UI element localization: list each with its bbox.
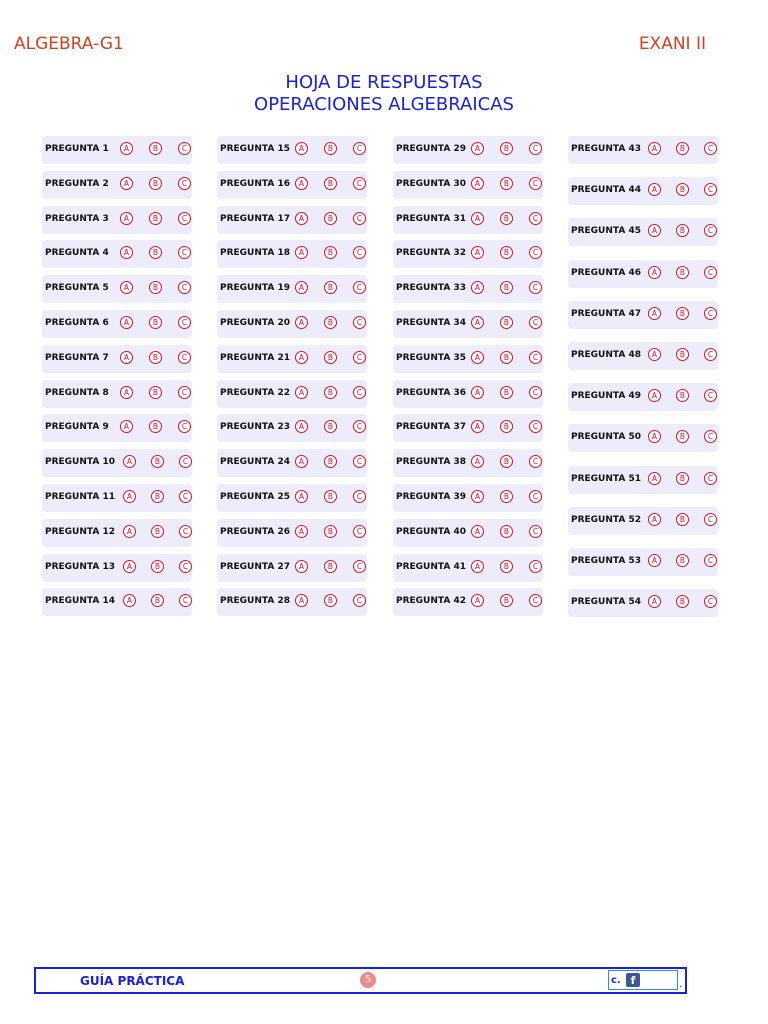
- option-c-bubble[interactable]: C: [178, 351, 191, 364]
- question-label: PREGUNTA 50: [571, 432, 641, 442]
- option-b-bubble[interactable]: B: [500, 455, 513, 468]
- option-c-bubble[interactable]: C: [353, 560, 366, 573]
- option-b-bubble[interactable]: B: [149, 177, 162, 190]
- option-b-bubble[interactable]: B: [676, 472, 689, 485]
- option-c-bubble[interactable]: C: [704, 307, 717, 320]
- option-a-bubble[interactable]: A: [295, 490, 308, 503]
- question-row: [217, 171, 367, 199]
- option-c-bubble[interactable]: C: [179, 594, 192, 607]
- question-label: PREGUNTA 31: [396, 214, 466, 224]
- question-row: [393, 414, 543, 442]
- question-label: PREGUNTA 21: [220, 353, 290, 363]
- question-label: PREGUNTA 12: [45, 527, 115, 537]
- question-label: PREGUNTA 44: [571, 185, 641, 195]
- question-label: PREGUNTA 7: [45, 353, 109, 363]
- option-a-bubble[interactable]: A: [295, 316, 308, 329]
- question-row: [42, 380, 192, 408]
- option-c-bubble[interactable]: C: [529, 212, 542, 225]
- option-a-bubble[interactable]: A: [648, 348, 661, 361]
- question-row: [217, 275, 367, 303]
- question-label: PREGUNTA 40: [396, 527, 466, 537]
- option-a-bubble[interactable]: A: [648, 513, 661, 526]
- option-b-bubble[interactable]: B: [676, 513, 689, 526]
- option-a-bubble[interactable]: A: [471, 281, 484, 294]
- question-row: [393, 171, 543, 199]
- option-b-bubble[interactable]: B: [151, 455, 164, 468]
- option-a-bubble[interactable]: A: [295, 455, 308, 468]
- option-a-bubble[interactable]: A: [295, 177, 308, 190]
- question-label: PREGUNTA 2: [45, 179, 109, 189]
- option-b-bubble[interactable]: B: [500, 246, 513, 259]
- option-b-bubble[interactable]: B: [149, 386, 162, 399]
- question-label: PREGUNTA 41: [396, 562, 466, 572]
- option-b-bubble[interactable]: B: [324, 212, 337, 225]
- option-c-bubble[interactable]: C: [353, 212, 366, 225]
- footer-bar: [34, 967, 687, 994]
- option-b-bubble[interactable]: B: [151, 560, 164, 573]
- option-a-bubble[interactable]: A: [295, 142, 308, 155]
- option-b-bubble[interactable]: B: [676, 430, 689, 443]
- option-c-bubble[interactable]: C: [178, 316, 191, 329]
- option-c-bubble[interactable]: C: [704, 389, 717, 402]
- question-row: [568, 507, 718, 535]
- option-c-bubble[interactable]: C: [353, 490, 366, 503]
- footer-guide-label: GUÍA PRÁCTICA: [80, 974, 185, 988]
- option-c-bubble[interactable]: C: [529, 490, 542, 503]
- option-c-bubble[interactable]: C: [353, 420, 366, 433]
- question-row: [217, 136, 367, 164]
- option-b-bubble[interactable]: B: [149, 142, 162, 155]
- option-a-bubble[interactable]: A: [295, 594, 308, 607]
- question-row: [393, 380, 543, 408]
- option-c-bubble[interactable]: C: [529, 281, 542, 294]
- question-row: [568, 466, 718, 494]
- option-c-bubble[interactable]: C: [704, 595, 717, 608]
- question-row: [393, 588, 543, 616]
- question-row: [42, 554, 192, 582]
- page-title: HOJA DE RESPUESTAS: [285, 72, 483, 93]
- question-row: [42, 275, 192, 303]
- option-a-bubble[interactable]: A: [120, 142, 133, 155]
- question-row: [568, 342, 718, 370]
- option-b-bubble[interactable]: B: [676, 142, 689, 155]
- option-b-bubble[interactable]: B: [149, 281, 162, 294]
- question-row: [42, 240, 192, 268]
- option-b-bubble[interactable]: B: [151, 525, 164, 538]
- option-b-bubble[interactable]: B: [500, 142, 513, 155]
- option-a-bubble[interactable]: A: [648, 472, 661, 485]
- option-a-bubble[interactable]: A: [648, 266, 661, 279]
- option-a-bubble[interactable]: A: [120, 420, 133, 433]
- option-a-bubble[interactable]: A: [295, 386, 308, 399]
- option-a-bubble[interactable]: A: [295, 525, 308, 538]
- option-b-bubble[interactable]: B: [676, 266, 689, 279]
- question-row: [568, 218, 718, 246]
- question-label: PREGUNTA 45: [571, 226, 641, 236]
- option-b-bubble[interactable]: B: [676, 183, 689, 196]
- question-row: [393, 484, 543, 512]
- option-a-bubble[interactable]: A: [295, 420, 308, 433]
- question-row: [393, 240, 543, 268]
- option-a-bubble[interactable]: A: [295, 351, 308, 364]
- option-b-bubble[interactable]: B: [151, 594, 164, 607]
- option-a-bubble[interactable]: A: [471, 560, 484, 573]
- question-label: PREGUNTA 33: [396, 283, 466, 293]
- question-row: [42, 345, 192, 373]
- option-c-bubble[interactable]: C: [179, 525, 192, 538]
- question-row: [42, 449, 192, 477]
- option-b-bubble[interactable]: B: [500, 316, 513, 329]
- question-label: PREGUNTA 43: [571, 144, 641, 154]
- question-label: PREGUNTA 46: [571, 268, 641, 278]
- option-a-bubble[interactable]: A: [648, 389, 661, 402]
- option-c-bubble[interactable]: C: [704, 142, 717, 155]
- option-b-bubble[interactable]: B: [500, 560, 513, 573]
- option-c-bubble[interactable]: C: [529, 177, 542, 190]
- question-label: PREGUNTA 48: [571, 350, 641, 360]
- social-link[interactable]: [608, 970, 678, 990]
- option-b-bubble[interactable]: B: [500, 490, 513, 503]
- option-b-bubble[interactable]: B: [500, 594, 513, 607]
- question-label: PREGUNTA 29: [396, 144, 466, 154]
- option-c-bubble[interactable]: C: [529, 594, 542, 607]
- question-row: [217, 240, 367, 268]
- option-b-bubble[interactable]: B: [149, 316, 162, 329]
- option-a-bubble[interactable]: A: [120, 316, 133, 329]
- question-row: [42, 414, 192, 442]
- option-b-bubble[interactable]: B: [324, 594, 337, 607]
- option-a-bubble[interactable]: A: [648, 554, 661, 567]
- question-label: PREGUNTA 17: [220, 214, 290, 224]
- option-b-bubble[interactable]: B: [500, 281, 513, 294]
- question-label: PREGUNTA 42: [396, 596, 466, 606]
- option-b-bubble[interactable]: B: [149, 246, 162, 259]
- option-a-bubble[interactable]: A: [123, 455, 136, 468]
- option-c-bubble[interactable]: C: [529, 386, 542, 399]
- question-label: PREGUNTA 38: [396, 457, 466, 467]
- header-right-title: EXANI II: [638, 34, 706, 54]
- option-c-bubble[interactable]: C: [704, 554, 717, 567]
- question-label: PREGUNTA 37: [396, 422, 466, 432]
- question-row: [568, 589, 718, 617]
- option-c-bubble[interactable]: C: [529, 420, 542, 433]
- question-label: PREGUNTA 35: [396, 353, 466, 363]
- option-c-bubble[interactable]: C: [178, 246, 191, 259]
- question-row: [42, 519, 192, 547]
- option-a-bubble[interactable]: A: [471, 212, 484, 225]
- question-label: PREGUNTA 51: [571, 474, 641, 484]
- option-c-bubble[interactable]: C: [178, 281, 191, 294]
- option-a-bubble[interactable]: A: [471, 316, 484, 329]
- page-subtitle: OPERACIONES ALGEBRAICAS: [254, 94, 514, 115]
- option-a-bubble[interactable]: A: [123, 594, 136, 607]
- option-a-bubble[interactable]: A: [648, 595, 661, 608]
- option-a-bubble[interactable]: A: [123, 560, 136, 573]
- social-link-label: c.: [611, 975, 621, 986]
- option-c-bubble[interactable]: C: [353, 351, 366, 364]
- option-a-bubble[interactable]: A: [648, 307, 661, 320]
- option-c-bubble[interactable]: C: [179, 490, 192, 503]
- question-row: [217, 345, 367, 373]
- option-c-bubble[interactable]: C: [529, 525, 542, 538]
- question-row: [393, 136, 543, 164]
- option-a-bubble[interactable]: A: [471, 142, 484, 155]
- option-a-bubble[interactable]: A: [648, 224, 661, 237]
- option-b-bubble[interactable]: B: [324, 490, 337, 503]
- question-row: [568, 260, 718, 288]
- question-row: [393, 519, 543, 547]
- option-c-bubble[interactable]: C: [178, 142, 191, 155]
- option-c-bubble[interactable]: C: [704, 513, 717, 526]
- option-c-bubble[interactable]: C: [178, 420, 191, 433]
- question-label: PREGUNTA 3: [45, 214, 109, 224]
- question-row: [42, 136, 192, 164]
- question-label: PREGUNTA 1: [45, 144, 109, 154]
- facebook-icon: f: [626, 973, 640, 987]
- question-row: [393, 206, 543, 234]
- question-label: PREGUNTA 10: [45, 457, 115, 467]
- option-a-bubble[interactable]: A: [471, 351, 484, 364]
- question-label: PREGUNTA 19: [220, 283, 290, 293]
- question-row: [42, 588, 192, 616]
- footer-dot: .: [679, 979, 683, 990]
- option-a-bubble[interactable]: A: [471, 420, 484, 433]
- option-b-bubble[interactable]: B: [324, 316, 337, 329]
- option-a-bubble[interactable]: A: [120, 281, 133, 294]
- option-b-bubble[interactable]: B: [676, 307, 689, 320]
- option-b-bubble[interactable]: B: [324, 246, 337, 259]
- option-b-bubble[interactable]: B: [676, 595, 689, 608]
- option-b-bubble[interactable]: B: [676, 389, 689, 402]
- question-label: PREGUNTA 18: [220, 248, 290, 258]
- question-label: PREGUNTA 39: [396, 492, 466, 502]
- question-label: PREGUNTA 8: [45, 388, 109, 398]
- question-row: [568, 177, 718, 205]
- question-label: PREGUNTA 14: [45, 596, 115, 606]
- question-row: [217, 519, 367, 547]
- option-b-bubble[interactable]: B: [500, 177, 513, 190]
- question-label: PREGUNTA 52: [571, 515, 641, 525]
- option-b-bubble[interactable]: B: [149, 212, 162, 225]
- option-a-bubble[interactable]: A: [648, 142, 661, 155]
- option-c-bubble[interactable]: C: [704, 472, 717, 485]
- option-c-bubble[interactable]: C: [353, 455, 366, 468]
- option-c-bubble[interactable]: C: [529, 560, 542, 573]
- question-label: PREGUNTA 11: [45, 492, 115, 502]
- question-row: [393, 310, 543, 338]
- question-row: [393, 449, 543, 477]
- option-c-bubble[interactable]: C: [353, 316, 366, 329]
- option-a-bubble[interactable]: A: [120, 386, 133, 399]
- question-row: [217, 310, 367, 338]
- question-label: PREGUNTA 49: [571, 391, 641, 401]
- question-row: [217, 588, 367, 616]
- question-label: PREGUNTA 47: [571, 309, 641, 319]
- option-c-bubble[interactable]: C: [353, 246, 366, 259]
- question-label: PREGUNTA 23: [220, 422, 290, 432]
- option-c-bubble[interactable]: C: [179, 455, 192, 468]
- option-a-bubble[interactable]: A: [471, 386, 484, 399]
- option-c-bubble[interactable]: C: [704, 430, 717, 443]
- option-b-bubble[interactable]: B: [500, 351, 513, 364]
- option-c-bubble[interactable]: C: [178, 386, 191, 399]
- question-label: PREGUNTA 34: [396, 318, 466, 328]
- question-row: [568, 424, 718, 452]
- question-label: PREGUNTA 26: [220, 527, 290, 537]
- question-row: [42, 206, 192, 234]
- option-b-bubble[interactable]: B: [149, 351, 162, 364]
- option-b-bubble[interactable]: B: [500, 420, 513, 433]
- page-number: 5: [360, 972, 376, 988]
- option-a-bubble[interactable]: A: [471, 455, 484, 468]
- question-label: PREGUNTA 53: [571, 556, 641, 566]
- question-row: [568, 548, 718, 576]
- question-row: [568, 136, 718, 164]
- option-c-bubble[interactable]: C: [704, 183, 717, 196]
- option-c-bubble[interactable]: C: [353, 281, 366, 294]
- question-label: PREGUNTA 9: [45, 422, 109, 432]
- question-label: PREGUNTA 24: [220, 457, 290, 467]
- option-c-bubble[interactable]: C: [704, 266, 717, 279]
- question-row: [217, 380, 367, 408]
- option-b-bubble[interactable]: B: [676, 554, 689, 567]
- option-a-bubble[interactable]: A: [471, 594, 484, 607]
- question-label: PREGUNTA 5: [45, 283, 109, 293]
- question-label: PREGUNTA 32: [396, 248, 466, 258]
- option-b-bubble[interactable]: B: [676, 224, 689, 237]
- question-row: [568, 383, 718, 411]
- question-row: [393, 345, 543, 373]
- option-b-bubble[interactable]: B: [500, 212, 513, 225]
- option-b-bubble[interactable]: B: [324, 560, 337, 573]
- question-row: [568, 301, 718, 329]
- question-row: [217, 484, 367, 512]
- option-a-bubble[interactable]: A: [295, 281, 308, 294]
- question-label: PREGUNTA 28: [220, 596, 290, 606]
- question-label: PREGUNTA 30: [396, 179, 466, 189]
- option-b-bubble[interactable]: B: [324, 525, 337, 538]
- question-label: PREGUNTA 15: [220, 144, 290, 154]
- question-label: PREGUNTA 54: [571, 597, 641, 607]
- option-c-bubble[interactable]: C: [353, 594, 366, 607]
- option-a-bubble[interactable]: A: [471, 177, 484, 190]
- question-row: [217, 449, 367, 477]
- option-a-bubble[interactable]: A: [120, 351, 133, 364]
- option-a-bubble[interactable]: A: [295, 212, 308, 225]
- question-row: [217, 206, 367, 234]
- question-label: PREGUNTA 4: [45, 248, 109, 258]
- option-a-bubble[interactable]: A: [648, 430, 661, 443]
- question-row: [42, 171, 192, 199]
- option-c-bubble[interactable]: C: [529, 351, 542, 364]
- question-label: PREGUNTA 13: [45, 562, 115, 572]
- option-b-bubble[interactable]: B: [324, 142, 337, 155]
- option-b-bubble[interactable]: B: [324, 420, 337, 433]
- question-label: PREGUNTA 22: [220, 388, 290, 398]
- question-label: PREGUNTA 36: [396, 388, 466, 398]
- question-row: [42, 310, 192, 338]
- option-a-bubble[interactable]: A: [471, 246, 484, 259]
- option-c-bubble[interactable]: C: [179, 560, 192, 573]
- option-a-bubble[interactable]: A: [295, 246, 308, 259]
- option-c-bubble[interactable]: C: [529, 316, 542, 329]
- option-c-bubble[interactable]: C: [178, 212, 191, 225]
- option-a-bubble[interactable]: A: [123, 525, 136, 538]
- question-row: [393, 275, 543, 303]
- option-c-bubble[interactable]: C: [353, 177, 366, 190]
- question-row: [217, 414, 367, 442]
- option-a-bubble[interactable]: A: [120, 212, 133, 225]
- option-a-bubble[interactable]: A: [471, 525, 484, 538]
- option-c-bubble[interactable]: C: [178, 177, 191, 190]
- option-b-bubble[interactable]: B: [324, 386, 337, 399]
- question-row: [42, 484, 192, 512]
- option-c-bubble[interactable]: C: [529, 142, 542, 155]
- question-label: PREGUNTA 16: [220, 179, 290, 189]
- option-c-bubble[interactable]: C: [704, 348, 717, 361]
- question-label: PREGUNTA 6: [45, 318, 109, 328]
- option-b-bubble[interactable]: B: [500, 386, 513, 399]
- option-a-bubble[interactable]: A: [123, 490, 136, 503]
- question-label: PREGUNTA 25: [220, 492, 290, 502]
- option-c-bubble[interactable]: C: [353, 386, 366, 399]
- option-a-bubble[interactable]: A: [120, 246, 133, 259]
- option-b-bubble[interactable]: B: [324, 455, 337, 468]
- option-b-bubble[interactable]: B: [324, 177, 337, 190]
- header-left-title: ALGEBRA-G1: [14, 34, 124, 54]
- option-c-bubble[interactable]: C: [353, 525, 366, 538]
- option-b-bubble[interactable]: B: [151, 490, 164, 503]
- question-label: PREGUNTA 20: [220, 318, 290, 328]
- option-b-bubble[interactable]: B: [676, 348, 689, 361]
- option-b-bubble[interactable]: B: [149, 420, 162, 433]
- option-c-bubble[interactable]: C: [353, 142, 366, 155]
- option-b-bubble[interactable]: B: [324, 351, 337, 364]
- option-a-bubble[interactable]: A: [471, 490, 484, 503]
- question-label: PREGUNTA 27: [220, 562, 290, 572]
- option-b-bubble[interactable]: B: [324, 281, 337, 294]
- option-c-bubble[interactable]: C: [704, 224, 717, 237]
- option-c-bubble[interactable]: C: [529, 455, 542, 468]
- option-a-bubble[interactable]: A: [648, 183, 661, 196]
- option-a-bubble[interactable]: A: [120, 177, 133, 190]
- option-c-bubble[interactable]: C: [529, 246, 542, 259]
- option-a-bubble[interactable]: A: [295, 560, 308, 573]
- question-row: [393, 554, 543, 582]
- option-b-bubble[interactable]: B: [500, 525, 513, 538]
- question-row: [217, 554, 367, 582]
